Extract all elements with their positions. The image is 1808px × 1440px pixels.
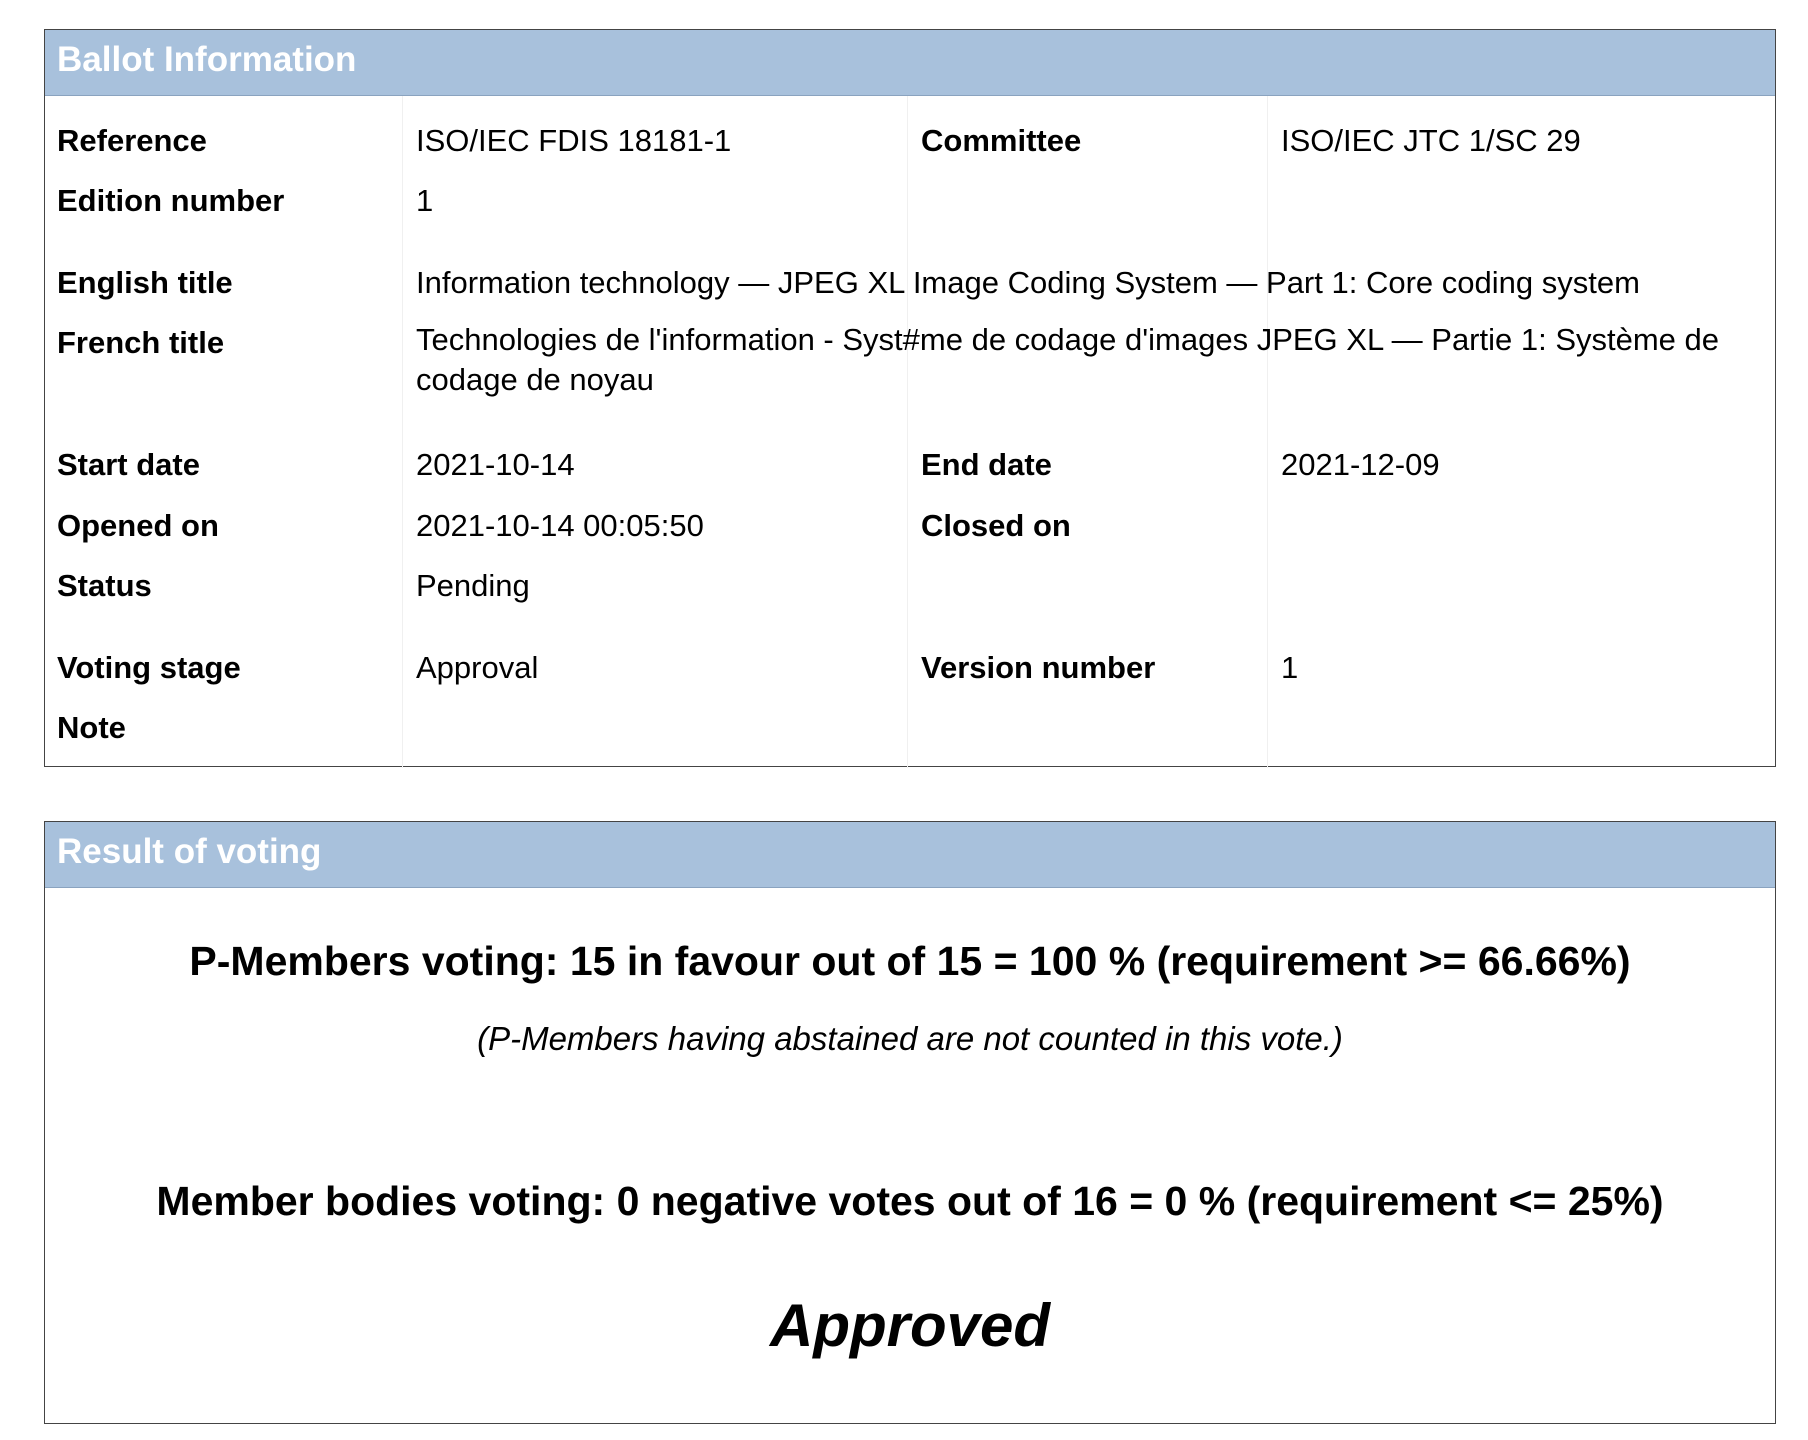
status-label: Status (57, 568, 152, 603)
ballot-outcome: Approved (769, 1292, 1051, 1359)
p-members-abstain-note: (P-Members having abstained are not counted in this vote.) (477, 1020, 1343, 1057)
reference-value: ISO/IEC FDIS 18181-1 (416, 123, 732, 158)
start-date-label: Start date (57, 447, 200, 482)
committee-value: ISO/IEC JTC 1/SC 29 (1281, 123, 1581, 158)
edition-label: Edition number (57, 183, 285, 218)
english-title-value: Information technology — JPEG XL Image Coding System — Part 1: Core coding system (416, 265, 1640, 300)
reference-label: Reference (57, 123, 207, 158)
status-value: Pending (416, 568, 530, 603)
start-date-value: 2021-10-14 (416, 447, 575, 482)
member-bodies-voting-result: Member bodies voting: 0 negative votes out of 16 = 0 % (requirement <= 25%) (156, 1178, 1664, 1224)
end-date-value: 2021-12-09 (1281, 447, 1440, 482)
french-title-label: French title (57, 325, 225, 360)
p-members-voting-result: P-Members voting: 15 in favour out of 15 = 100 % (requirement >= 66.66%) (189, 938, 1631, 984)
result-of-voting-header: Result of voting (45, 822, 1775, 888)
version-number-label: Version number (921, 650, 1156, 685)
english-title-label: English title (57, 265, 233, 300)
end-date-label: End date (921, 447, 1052, 482)
opened-on-value: 2021-10-14 00:05:50 (416, 508, 704, 543)
french-title-value: Technologies de l'information - Syst#me de codage d'images JPEG XL — Partie 1: Système de codage de noyau (416, 322, 1720, 397)
closed-on-label: Closed on (921, 508, 1071, 543)
committee-label: Committee (921, 123, 1082, 158)
voting-stage-label: Voting stage (57, 650, 241, 685)
opened-on-label: Opened on (57, 508, 219, 543)
ballot-information-header: Ballot Information (45, 30, 1775, 96)
edition-value: 1 (416, 183, 434, 218)
version-number-value: 1 (1281, 650, 1299, 685)
result-of-voting-panel (44, 821, 1776, 1424)
ballot-information-panel (44, 29, 1776, 767)
note-label: Note (57, 710, 126, 745)
voting-stage-value: Approval (416, 650, 539, 685)
